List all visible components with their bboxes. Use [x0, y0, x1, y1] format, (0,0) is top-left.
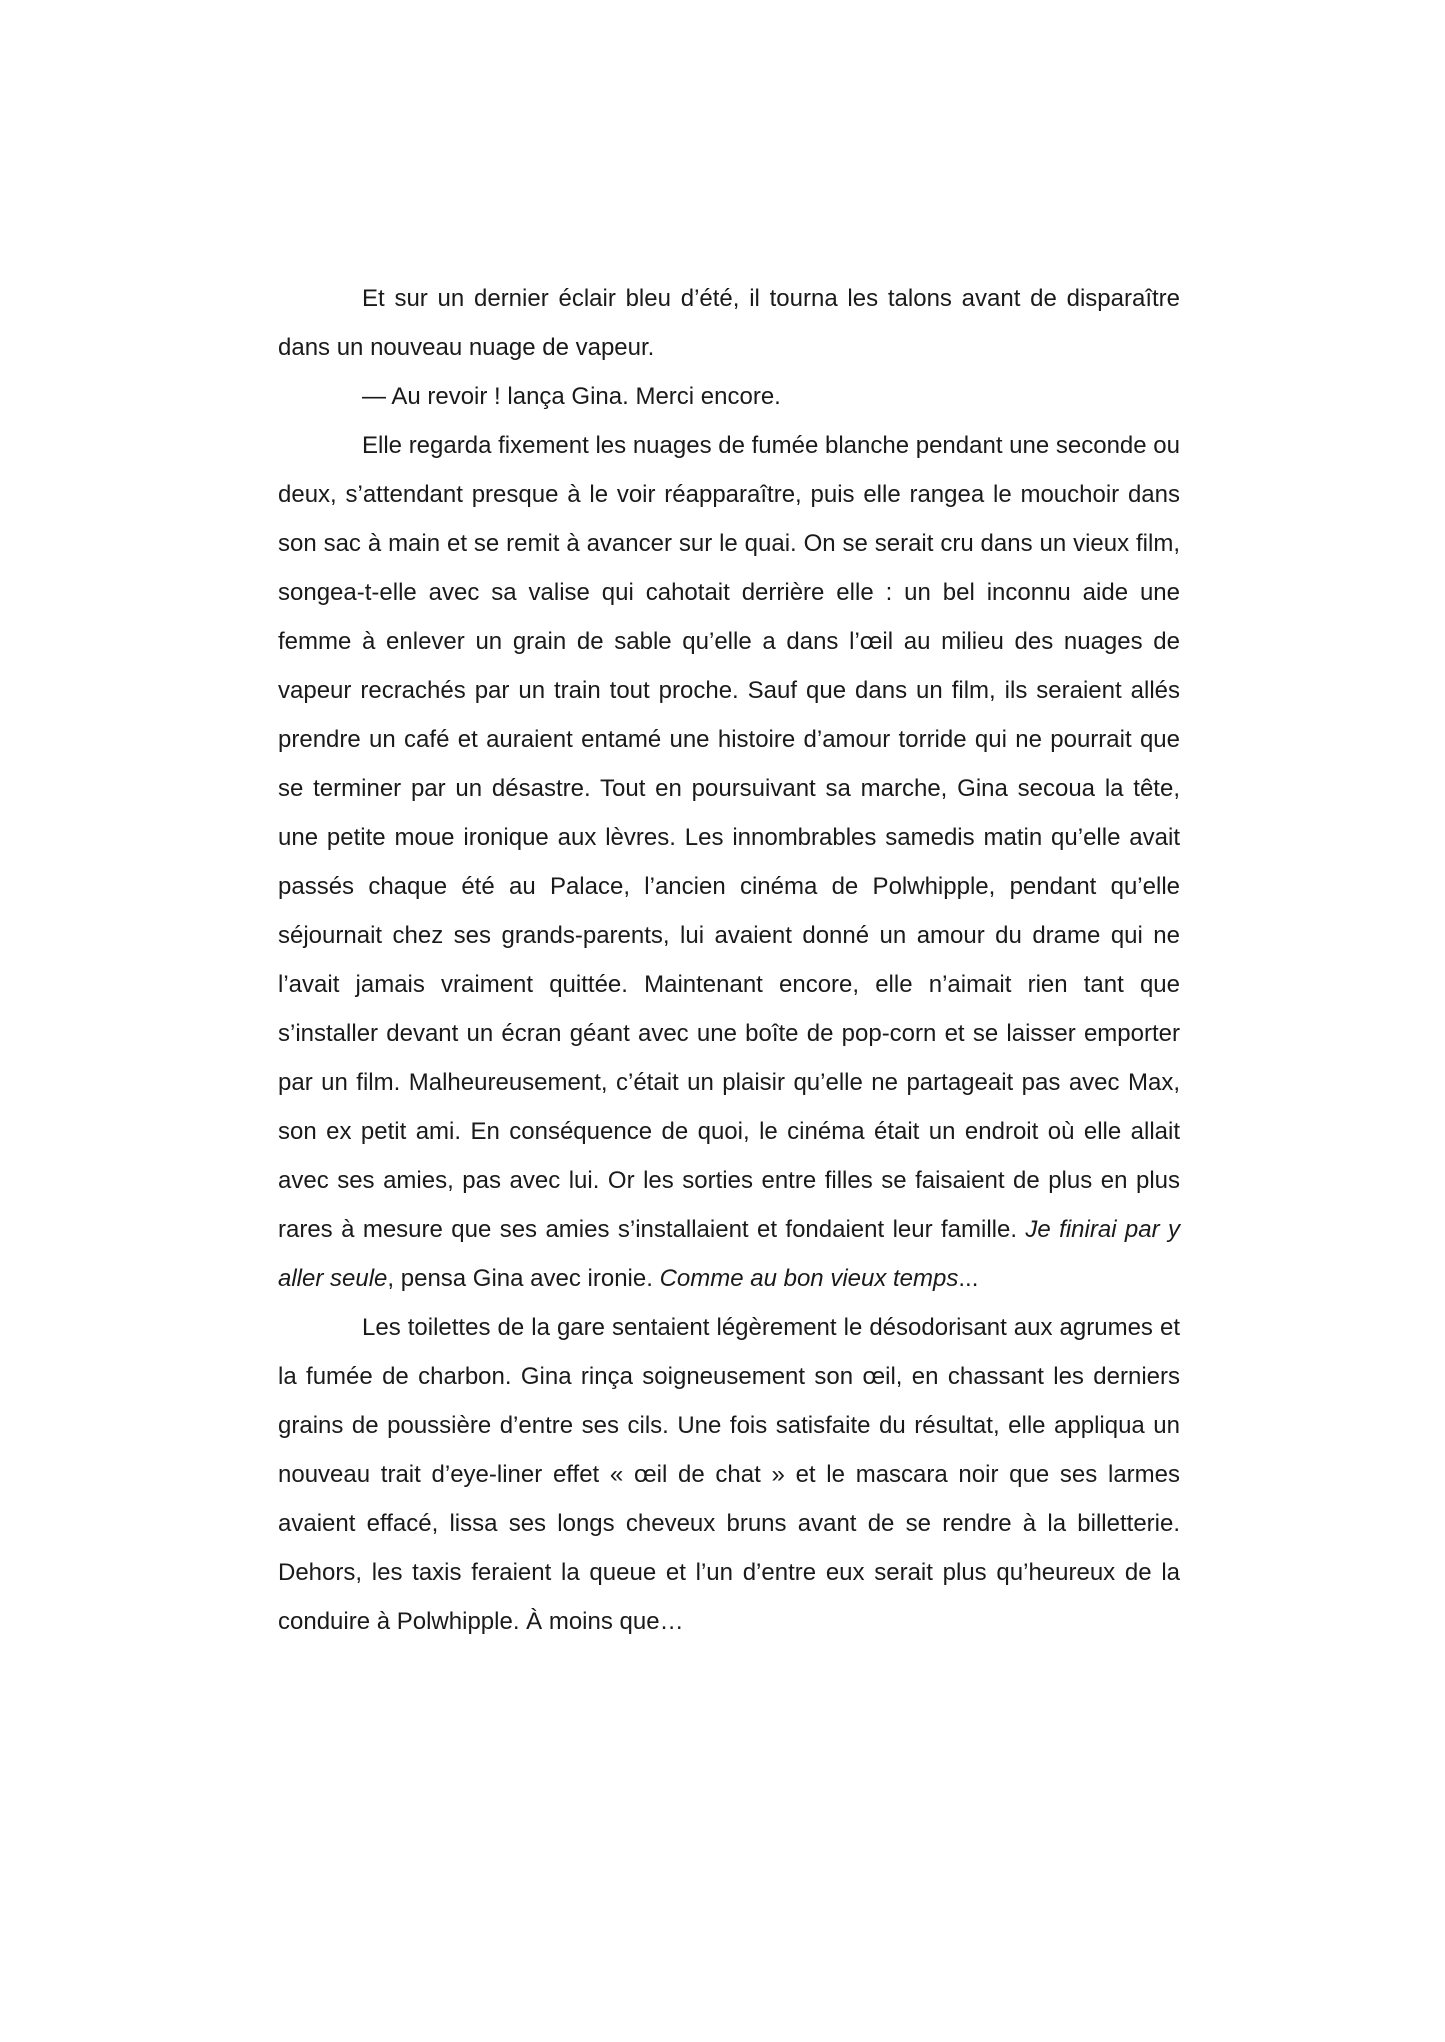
- text-run: Elle regarda fixement les nuages de fumée blanche pendant une seconde ou deux, s’attendant presque à le voir réapparaître, puis elle rangea le mouchoir dans son sac à main et se remit à avancer sur le quai. On se serait cru dans un vieux film, songea-t-elle avec sa valise qui cahotait derrière elle : un bel inconnu aide une femme à enlever un grain de sable qu’elle a dans l’œil au milieu des nuages de vapeur recrachés par un train tout proche. Sauf que dans un film, ils seraient allés prendre un café et auraient entamé une histoire d’amour torride qui ne pourrait que se terminer par un désastre. Tout en poursuivant sa marche, Gina secoua la tête, une petite moue ironique aux lèvres. Les innombrables samedis matin qu’elle avait passés chaque été au Palace, l’ancien cinéma de Polwhipple, pendant qu’elle séjournait chez ses grands-parents, lui avaient donné un amour du drame qui ne l’avait jamais vraiment quittée. Maintenant encore, elle n’aimait rien tant que s’installer devant un écran géant avec une boîte de pop-corn et se laisser emporter par un film. Malheureusement, c’était un plaisir qu’elle ne partageait pas avec Max, son ex petit ami. En conséquence de quoi, le cinéma était un endroit où elle allait avec ses amies, pas avec lui. Or les sorties entre filles se faisaient de plus en plus rares à mesure que ses amies s’installaient et fondaient leur famille.: [278, 432, 1180, 1243]
- paragraph-3: [278, 421, 1180, 1303]
- italic-thought-1: Je finirai par y aller seule: [278, 1216, 1181, 1292]
- text-run: Et sur un dernier éclair bleu d’été, il tourna les talons avant de disparaître dans un nouveau nuage de vapeur.: [278, 285, 1180, 361]
- text-run: , pensa Gina avec ironie.: [387, 1265, 660, 1292]
- paragraph-4: [278, 1303, 1180, 1646]
- document-page: [278, 274, 1180, 1646]
- italic-thought-2: Comme au bon vieux temps: [659, 1265, 959, 1292]
- paragraph-1: [278, 274, 1180, 372]
- text-run: — Au revoir ! lança Gina. Merci encore.: [362, 383, 781, 410]
- text-run: ...: [958, 1265, 979, 1292]
- paragraph-2-dialogue: [278, 372, 1180, 421]
- text-run: Les toilettes de la gare sentaient légèrement le désodorisant aux agrumes et la fumée de charbon. Gina rinça soigneusement son œil, en chassant les derniers grains de poussière d’entre ses cils. Une fois satisfaite du résultat, elle appliqua un nouveau trait d’eye-liner effet « œil de chat » et le mascara noir que ses larmes avaient effacé, lissa ses longs cheveux bruns avant de se rendre à la billetterie. Dehors, les taxis feraient la queue et l’un d’entre eux serait plus qu’heureux de la conduire à Polwhipple. À moins que…: [278, 1314, 1180, 1635]
